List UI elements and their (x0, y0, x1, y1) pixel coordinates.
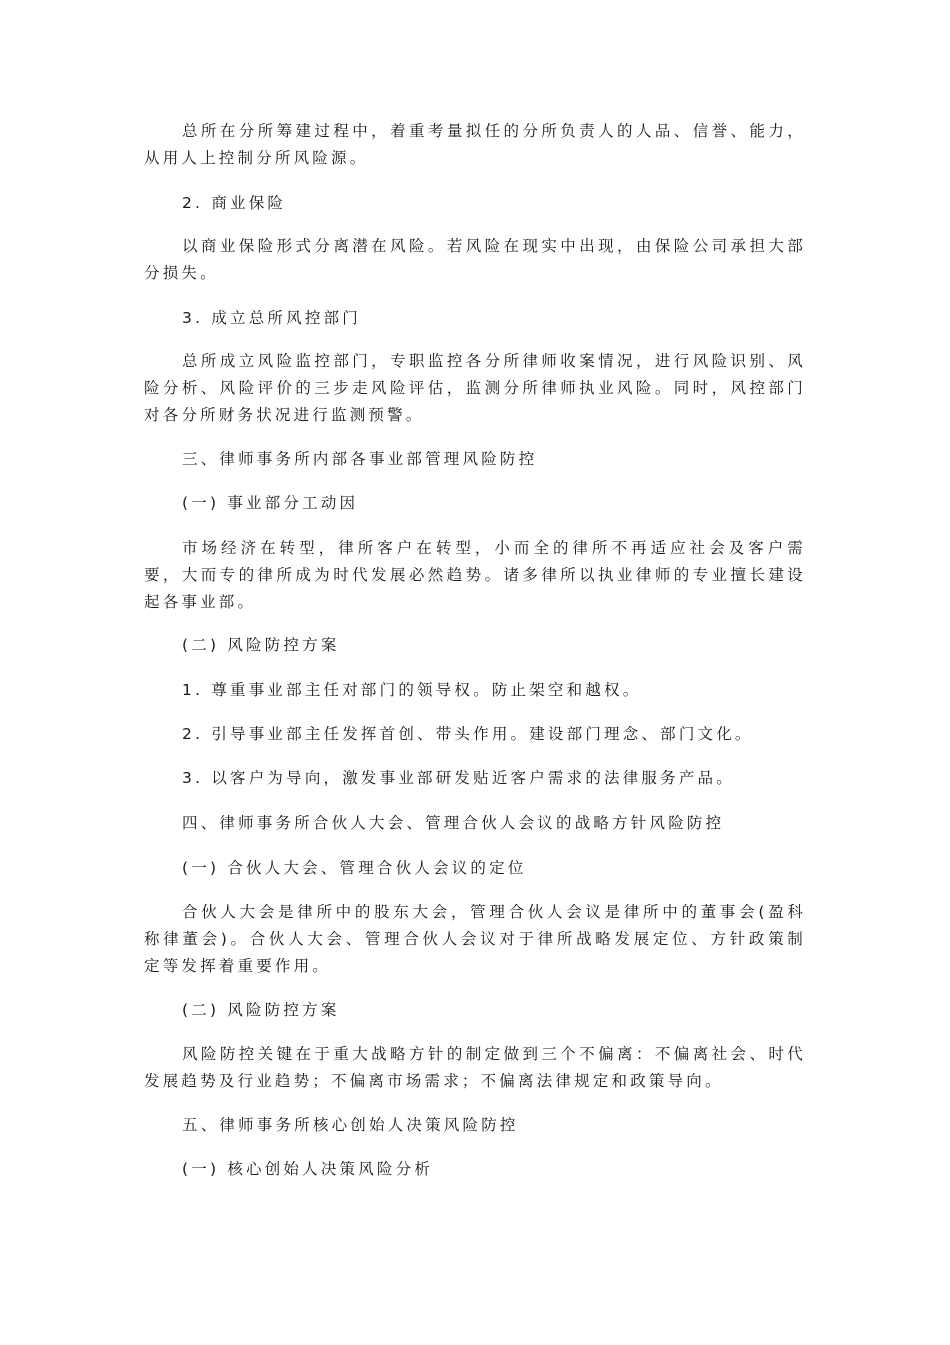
heading-section-3: 三、律师事务所内部各事业部管理风险防控 (182, 450, 538, 468)
list-item-2: 2. 引导事业部主任发挥首创、带头作用。建设部门理念、部门文化。 (182, 725, 754, 743)
heading-risk-plan-a: (二) 风险防控方案 (182, 636, 340, 654)
heading-founder-risk-analysis: (一) 核心创始人决策风险分析 (182, 1160, 434, 1178)
paragraph-market-transition: 市场经济在转型，律所客户在转型，小而全的律所不再适应社会及客户需要，大而专的律所成为时代发展必然趋势。诸多律所以执业律师的专业擅长建设起各事业部。 (144, 539, 806, 611)
heading-section-4: 四、律师事务所合伙人大会、管理合伙人会议的战略方针风险防控 (182, 814, 725, 832)
paragraph-partner-meeting: 合伙人大会是律所中的股东大会，管理合伙人会议是律所中的董事会(盈科称律董会)。合伙人大会、管理合伙人会议对于律所战略发展定位、方针政策制定等发挥着重要作用。 (144, 903, 806, 975)
paragraph-branch-head-control: 总所在分所筹建过程中，着重考量拟任的分所负责人的人品、信誉、能力，从用人上控制分所风险源。 (144, 122, 806, 167)
paragraph-insurance: 以商业保险形式分离潜在风险。若风险在现实中出现，由保险公司承担大部分损失。 (144, 237, 806, 282)
heading-section-5: 五、律师事务所核心创始人决策风险防控 (182, 1116, 519, 1134)
list-item-1: 1. 尊重事业部主任对部门的领导权。防止架空和越权。 (182, 681, 642, 699)
heading-commercial-insurance: 2. 商业保险 (182, 194, 287, 212)
heading-partner-meeting-role: (一) 合伙人大会、管理合伙人会议的定位 (182, 859, 527, 877)
heading-division-motive: (一) 事业部分工动因 (182, 494, 359, 512)
heading-risk-plan-b: (二) 风险防控方案 (182, 1001, 340, 1019)
paragraph-risk-monitoring: 总所成立风险监控部门，专职监控各分所律师收案情况，进行风险识别、风险分析、风险评价的三步走风险评估，监测分所律师执业风险。同时，风控部门对各分所财务状况进行监测预警。 (144, 352, 806, 424)
paragraph-three-no-deviation: 风险防控关键在于重大战略方针的制定做到三个不偏离：不偏离社会、时代发展趋势及行业趋势；不偏离市场需求；不偏离法律规定和政策导向。 (144, 1045, 806, 1090)
list-item-3: 3. 以客户为导向，激发事业部研发贴近客户需求的法律服务产品。 (182, 769, 735, 787)
heading-risk-control-dept: 3. 成立总所风控部门 (182, 309, 361, 327)
